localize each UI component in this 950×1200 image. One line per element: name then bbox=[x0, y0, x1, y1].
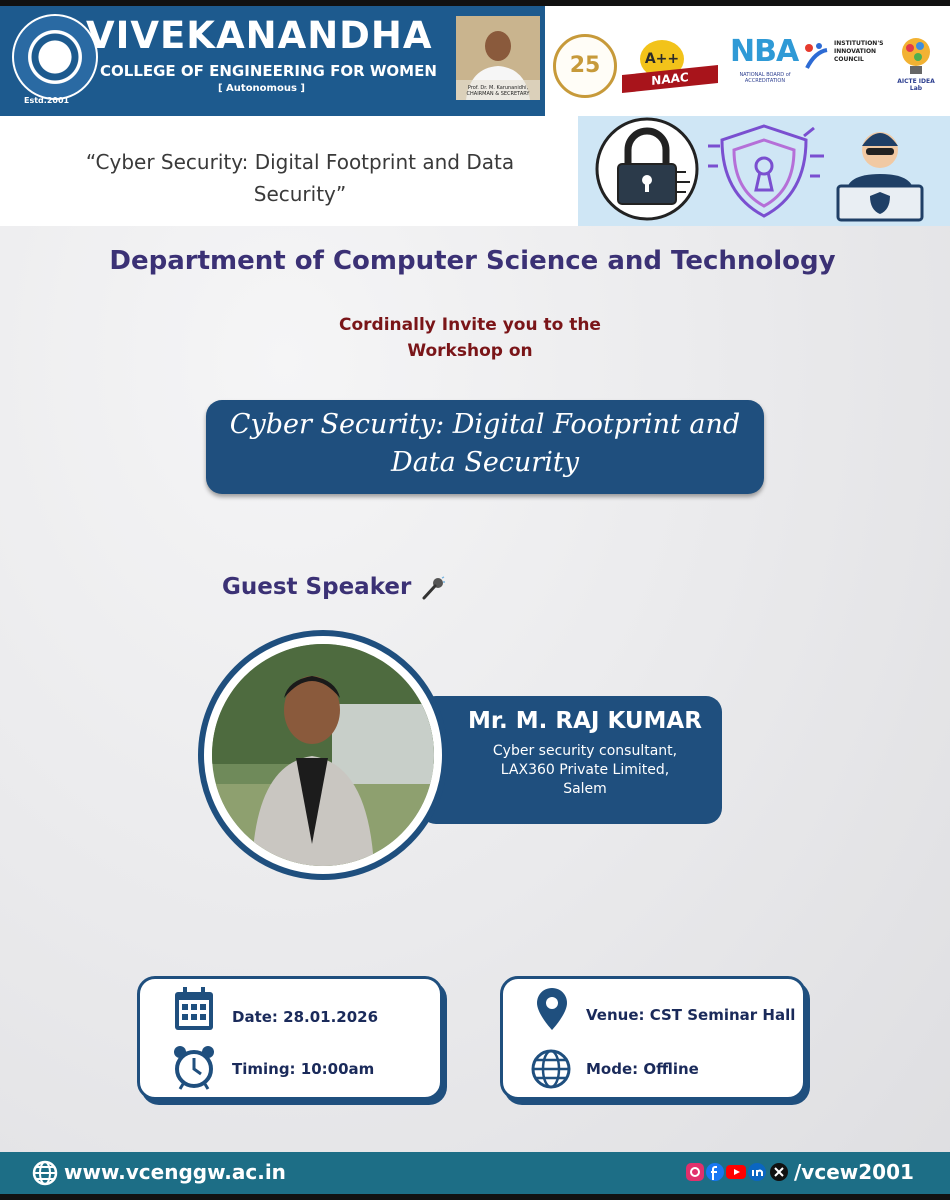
hacker-laptop-icon bbox=[838, 132, 922, 220]
established-year: Estd.2001 bbox=[24, 96, 70, 105]
shield-keyhole-icon bbox=[708, 126, 824, 216]
iic-caption: INSTITUTION'S INNOVATION COUNCIL bbox=[834, 40, 884, 63]
speaker-name: Mr. M. RAJ KUMAR bbox=[468, 708, 702, 734]
instagram-icon[interactable] bbox=[686, 1163, 704, 1181]
speaker-role-line-3: Salem bbox=[563, 781, 607, 797]
speaker-photo bbox=[212, 644, 434, 866]
guest-speaker-heading: Guest Speaker bbox=[222, 574, 412, 600]
location-pin-icon bbox=[535, 986, 569, 1032]
workshop-title: Cyber Security: Digital Footprint and Data Security bbox=[229, 409, 741, 478]
college-subtitle: COLLEGE OF ENGINEERING FOR WOMEN bbox=[100, 62, 437, 80]
department-title: Department of Computer Science and Technology bbox=[109, 246, 836, 276]
speaker-role bbox=[440, 742, 730, 799]
naac-grade-icon: A++ bbox=[640, 40, 684, 78]
microphone-icon bbox=[420, 576, 446, 602]
invitation-line-2: Workshop on bbox=[407, 341, 533, 361]
college-status: [ Autonomous ] bbox=[218, 83, 305, 94]
nba-logo: NBA bbox=[730, 34, 799, 69]
topic-quote: “Cyber Security: Digital Footprint and Data Security” bbox=[85, 150, 515, 206]
naac-ribbon: NAAC bbox=[622, 65, 718, 93]
security-icon-band bbox=[578, 116, 950, 226]
calendar-icon bbox=[173, 986, 215, 1032]
social-icons bbox=[684, 1160, 792, 1184]
youtube-icon[interactable] bbox=[726, 1165, 746, 1179]
speaker-role-line-1: Cyber security consultant, bbox=[492, 743, 678, 759]
alarm-clock-icon bbox=[171, 1044, 217, 1090]
social-handle[interactable]: /vcew2001 bbox=[794, 1160, 914, 1184]
padlock-icon bbox=[597, 119, 697, 219]
college-name: VIVEKANANDHA bbox=[86, 14, 433, 57]
mode-label: Mode: Offline bbox=[586, 1060, 699, 1078]
idealab-caption: AICTE IDEA Lab bbox=[897, 78, 935, 92]
globe-icon bbox=[530, 1048, 572, 1090]
website-link[interactable]: www.vcenggw.ac.in bbox=[64, 1160, 286, 1184]
venue-label: Venue: CST Seminar Hall bbox=[586, 1006, 796, 1024]
date-label: Date: 28.01.2026 bbox=[232, 1008, 379, 1026]
chairman-caption: Prof. Dr. M. Karunanidhi, CHAIRMAN & SECRETARY bbox=[466, 85, 530, 97]
bottom-border bbox=[0, 1194, 950, 1200]
nba-caption: NATIONAL BOARD of ACCREDITATION bbox=[739, 72, 791, 84]
x-icon[interactable] bbox=[770, 1163, 788, 1181]
speaker-role-line-2: LAX360 Private Limited, bbox=[500, 762, 670, 778]
timing-label: Timing: 10:00am bbox=[232, 1060, 375, 1078]
invitation-text bbox=[0, 312, 940, 364]
iic-logo-icon bbox=[803, 40, 831, 70]
linkedin-icon[interactable] bbox=[748, 1163, 766, 1181]
web-globe-icon bbox=[32, 1160, 58, 1186]
invitation-line-1: Cordinally Invite you to the bbox=[339, 315, 601, 335]
facebook-icon[interactable] bbox=[706, 1163, 724, 1181]
anniversary-seal-icon: 25 bbox=[553, 34, 617, 98]
